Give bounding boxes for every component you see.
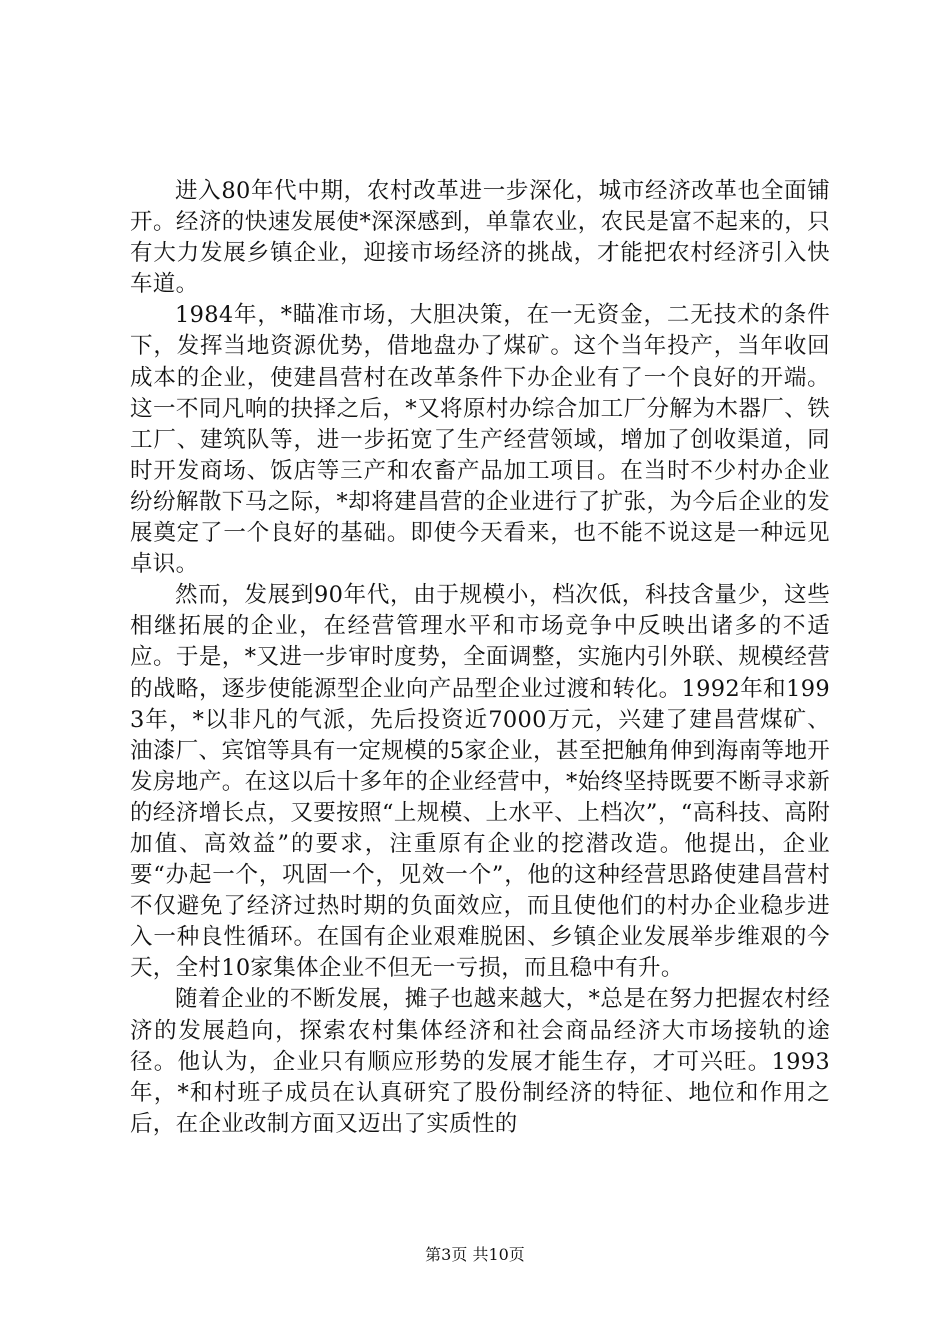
paragraph: 1984年，*瞄准市场，大胆决策，在一无资金，二无技术的条件下，发挥当地资源优势，借地盘办了煤矿。这个当年投产，当年收回成本的企业，使建昌营村在改革条件下办企业有了一个良好的开端。这一不同凡响的抉择之后，*又将原村办综合加工厂分解为木器厂、铁工厂、建筑队等，进一步拓宽了生产经营领域，增加了创收渠道，同时开发商场、饭店等三产和农畜产品加工项目。在当时不少村办企业纷纷解散下马之际，*却将建昌营的企业进行了扩张，为今后企业的发展奠定了一个良好的基础。即使今天看来，也不能不说这是一种远见卓识。 [130,302,830,578]
paragraph: 随着企业的不断发展，摊子也越来越大，*总是在努力把握农村经济的发展趋向，探索农村集体经济和社会商品经济大市场接轨的途径。他认为，企业只有顺应形势的发展才能生存，才可兴旺。1993年，*和村班子成员在认真研究了股份制经济的特征、地位和作用之后，在企业改制方面又迈出了实质性的 [130,986,830,1137]
page-footer: 第3页 共10页 [425,1245,525,1264]
paragraph: 进入80年代中期，农村改革进一步深化，城市经济改革也全面铺开。经济的快速发展使*深深感到，单靠农业，农民是富不起来的，只有大力发展乡镇企业，迎接市场经济的挑战，才能把农村经济引入快车道。 [130,178,830,298]
body-text [130,176,830,1140]
paragraph: 然而，发展到90年代，由于规模小，档次低，科技含量少，这些相继拓展的企业，在经营管理水平和市场竞争中反映出诸多的不适应。于是，*又进一步审时度势，全面调整，实施内引外联、规模经营的战略，逐步使能源型企业向产品型企业过渡和转化。1992年和1993年，*以非凡的气派，先后投资近7000万元，兴建了建昌营煤矿、油漆厂、宾馆等具有一定规模的5家企业，甚至把触角伸到海南等地开发房地产。在这以后十多年的企业经营中，*始终坚持既要不断寻求新的经济增长点，又要按照“上规模、上水平、上档次”，“高科技、高附加值、高效益”的要求，注重原有企业的挖潜改造。他提出，企业要“办起一个，巩固一个，见效一个”，他的这种经营思路使建昌营村不仅避免了经济过热时期的负面效应，而且使他们的村办企业稳步进入一种良性循环。在国有企业艰难脱困、乡镇企业发展举步维艰的今天，全村10家集体企业不但无一亏损，而且稳中有升。 [130,582,830,982]
